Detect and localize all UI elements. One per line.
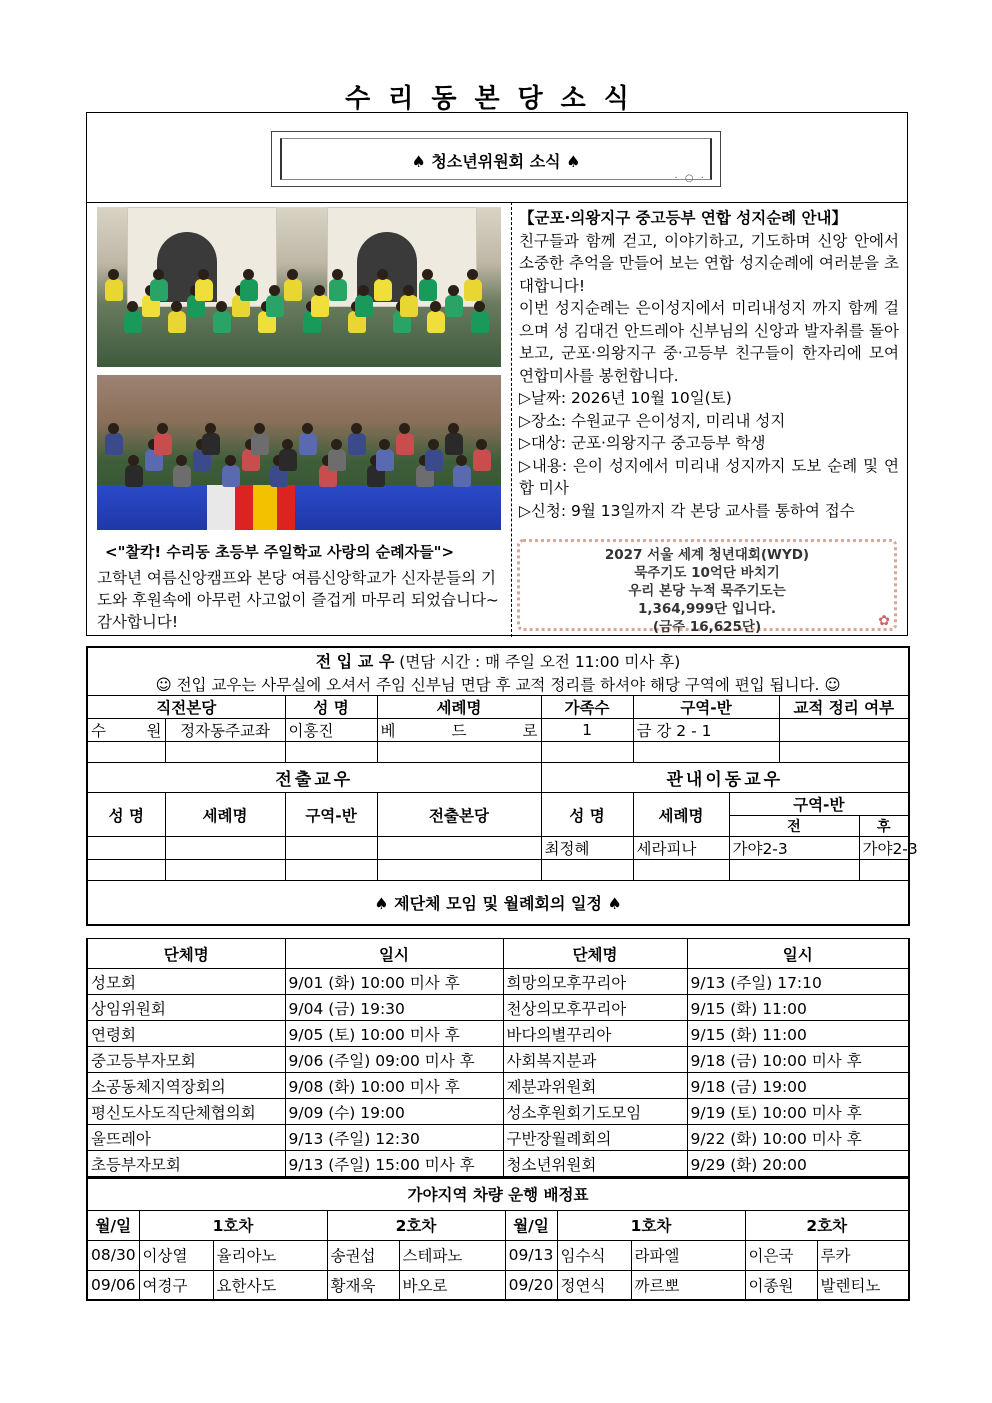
meeting-time: 9/15 (화) 11:00 [687, 1021, 909, 1047]
col-header: 세례명 [165, 793, 285, 837]
divider [511, 202, 512, 637]
table-row [87, 837, 909, 860]
col-header: 성 명 [285, 696, 377, 719]
driver-cell: 스테파노 [399, 1240, 505, 1270]
col-header: 1호차 [557, 1210, 745, 1240]
col-header: 성 명 [87, 793, 165, 837]
transfer-in-title: 전 입 교 우 [315, 652, 395, 671]
table-row [87, 860, 909, 881]
table-row [87, 1047, 909, 1073]
wyd-rosary-box [517, 539, 897, 635]
cell: 세라피나 [633, 837, 729, 860]
pilgrimage-item: ▷신청: 9월 13일까지 각 본당 교사를 통하여 접수 [519, 501, 855, 520]
wyd-line: 1,364,999단 입니다. [637, 601, 776, 617]
meeting-time: 9/29 (화) 20:00 [687, 1151, 909, 1177]
col-header: 구역-반 [633, 696, 779, 719]
meeting-time: 9/18 (금) 19:00 [687, 1073, 909, 1099]
pilgrimage-paragraph: 이번 성지순례는 은이성지에서 미리내성지 까지 함께 걸으며 성 김대건 안드레아 신부님의 신앙과 발자취를 돌아보고, 군포·의왕지구 중·고등부 친구들이 한자리에 모여 연합미사를 봉헌합니다. [519, 299, 899, 385]
group-name: 초등부자모회 [87, 1151, 285, 1177]
group-name: 성모회 [87, 969, 285, 995]
pilgrimage-notice [519, 207, 899, 522]
driver-cell: 요한사도 [213, 1270, 327, 1300]
col-header: 월/일 [505, 1210, 557, 1240]
driver-cell: 정연식 [557, 1270, 631, 1300]
pilgrimage-paragraph: 친구들과 함께 걷고, 이야기하고, 기도하며 신앙 안에서 소중한 추억을 만들어 보는 연합 성지순례에 여러분을 초대합니다! [519, 231, 899, 295]
table-row [87, 1073, 909, 1099]
col-header: 직전본당 [87, 696, 285, 719]
meeting-time: 9/19 (토) 10:00 미사 후 [687, 1099, 909, 1125]
meeting-time: 9/09 (수) 19:00 [285, 1099, 503, 1125]
meeting-time: 9/13 (주일) 15:00 미사 후 [285, 1151, 503, 1177]
page-title: 수리동본당소식 [345, 84, 647, 114]
pilgrimage-item: ▷날짜: 2026년 10월 10일(토) [519, 389, 732, 407]
table-row [87, 969, 909, 995]
col-header: 세례명 [633, 793, 729, 837]
divider [87, 202, 907, 203]
driver-cell: 라파엘 [631, 1240, 745, 1270]
group-name: 청소년위원회 [503, 1151, 687, 1177]
cell: 최정혜 [541, 837, 633, 860]
wyd-line: 묵주기도 10억단 바치기 [634, 565, 780, 581]
cell: 수 원 [87, 719, 165, 742]
driver-cell: 여경구 [139, 1270, 213, 1300]
meeting-time: 9/06 (주일) 09:00 미사 후 [285, 1047, 503, 1073]
date-cell: 09/13 [505, 1240, 557, 1270]
cell: 정자동주교좌 [165, 719, 285, 742]
banner-decoration: · ○ · [674, 173, 706, 184]
transfer-in-header [87, 647, 909, 673]
meeting-time: 9/18 (금) 10:00 미사 후 [687, 1047, 909, 1073]
meeting-time: 9/04 (금) 19:30 [285, 995, 503, 1021]
driver-cell: 이은국 [745, 1240, 817, 1270]
col-header: 단체명 [87, 939, 285, 969]
cell: 금 강 2 - 1 [633, 719, 779, 742]
group-name: 제분과위원회 [503, 1073, 687, 1099]
transfer-in-notice: ☺ 전입 교우는 사무실에 오셔서 주임 신부님 면담 후 교적 정리를 하셔야 해당 구역에 편입 됩니다. ☺ [87, 673, 909, 696]
driver-cell: 발렌티노 [817, 1270, 909, 1300]
group-photo-2 [97, 375, 501, 530]
table-row [87, 1125, 909, 1151]
pilgrimage-item: ▷장소: 수원교구 은이성지, 미리내 성지 [519, 411, 786, 430]
youth-banner-title: ♠ 청소년위원회 소식 ♠ [411, 152, 581, 171]
cell: 1 [541, 719, 633, 742]
col-header: 구역-반 [729, 793, 909, 816]
col-header: 일시 [285, 939, 503, 969]
pilgrimage-title: 【군포·의왕지구 중고등부 연합 성지순례 안내】 [519, 209, 847, 227]
vehicle-table [86, 1177, 910, 1301]
col-header: 전출본당 [377, 793, 541, 837]
pilgrimage-item: ▷대상: 군포·의왕지구 중고등부 학생 [519, 434, 766, 452]
group-name: 바다의별꾸리아 [503, 1021, 687, 1047]
group-name: 평신도사도직단체협의회 [87, 1099, 285, 1125]
driver-cell: 이상열 [139, 1240, 213, 1270]
meeting-time: 9/15 (화) 11:00 [687, 995, 909, 1021]
meeting-time: 9/13 (주일) 12:30 [285, 1125, 503, 1151]
driver-cell: 루카 [817, 1240, 909, 1270]
decoration-icon: ✿ [878, 613, 890, 629]
table-row [87, 719, 909, 742]
group-name: 울뜨레아 [87, 1125, 285, 1151]
driver-cell: 임수식 [557, 1240, 631, 1270]
col-header: 가족수 [541, 696, 633, 719]
col-header: 후 [859, 816, 909, 837]
group-name: 성소후원회기도모임 [503, 1099, 687, 1125]
col-header: 성 명 [541, 793, 633, 837]
driver-cell: 황재욱 [327, 1270, 399, 1300]
cell [779, 719, 909, 742]
transfer-in-note: (면담 시간 : 매 주일 오전 11:00 미사 후) [399, 653, 681, 671]
driver-cell: 이종원 [745, 1270, 817, 1300]
col-header: 월/일 [87, 1210, 139, 1240]
pilgrimage-item: ▷내용: 은이 성지에서 미리내 성지까지 도보 순례 및 연합 미사 [519, 456, 899, 497]
col-header: 교적 정리 여부 [779, 696, 909, 719]
schedule-title: ♠ 제단체 모임 및 월례회의 일정 ♠ [87, 881, 909, 925]
table-row [87, 1240, 909, 1270]
schedule-table [86, 938, 910, 1177]
meeting-time: 9/13 (주일) 17:10 [687, 969, 909, 995]
group-name: 소공동체지역장회의 [87, 1073, 285, 1099]
group-photo-1 [97, 207, 501, 367]
group-name: 희망의모후꾸리아 [503, 969, 687, 995]
group-name: 중고등부자모회 [87, 1047, 285, 1073]
photo-caption-body: 고학년 여름신앙캠프와 본당 여름신앙학교가 신자분들의 기도와 후원속에 아무런 사고없이 즐겁게 마무리 되었습니다~ 감사합니다! [97, 569, 499, 631]
wyd-line: 2027 서울 세계 청년대회(WYD) [604, 547, 810, 563]
table-row [87, 1021, 909, 1047]
col-header: 전 [729, 816, 859, 837]
wyd-line: (금주 16,625단) [652, 619, 762, 635]
date-cell: 08/30 [87, 1240, 139, 1270]
table-row [87, 742, 909, 763]
driver-cell: 송권섭 [327, 1240, 399, 1270]
col-header: 일시 [687, 939, 909, 969]
internal-move-title: 관내이동교우 [541, 763, 909, 793]
table-row [87, 1270, 909, 1300]
transfer-out-title: 전출교우 [87, 763, 541, 793]
parish-registry-table [86, 646, 918, 926]
driver-cell: 바오로 [399, 1270, 505, 1300]
youth-banner [271, 131, 721, 187]
vehicle-title: 가야지역 차량 운행 배정표 [87, 1178, 909, 1210]
youth-news-box [86, 112, 908, 636]
cell: 베 드 로 [377, 719, 541, 742]
group-name: 상임위원회 [87, 995, 285, 1021]
meeting-time: 9/22 (화) 10:00 미사 후 [687, 1125, 909, 1151]
group-name: 구반장월례회의 [503, 1125, 687, 1151]
date-cell: 09/20 [505, 1270, 557, 1300]
col-header: 세례명 [377, 696, 541, 719]
photo-caption-title: <"찰칵! 수리동 초등부 주일학교 사랑의 순례자들"> [105, 543, 455, 561]
group-name: 사회복지분과 [503, 1047, 687, 1073]
group-name: 천상의모후꾸리아 [503, 995, 687, 1021]
col-header: 구역-반 [285, 793, 377, 837]
cell: 가야2-3 [859, 837, 909, 860]
cell: 가야2-3 [729, 837, 859, 860]
meeting-time: 9/08 (화) 10:00 미사 후 [285, 1073, 503, 1099]
meeting-time: 9/05 (토) 10:00 미사 후 [285, 1021, 503, 1047]
col-header: 2호차 [745, 1210, 909, 1240]
driver-cell: 율리아노 [213, 1240, 327, 1270]
table-row [87, 995, 909, 1021]
table-row [87, 1099, 909, 1125]
wyd-line: 우리 본당 누적 묵주기도는 [628, 583, 786, 599]
driver-cell: 까르뽀 [631, 1270, 745, 1300]
meeting-time: 9/01 (화) 10:00 미사 후 [285, 969, 503, 995]
cell: 이홍진 [285, 719, 377, 742]
table-row [87, 1151, 909, 1177]
col-header: 단체명 [503, 939, 687, 969]
date-cell: 09/06 [87, 1270, 139, 1300]
col-header: 2호차 [327, 1210, 505, 1240]
group-name: 연령회 [87, 1021, 285, 1047]
col-header: 1호차 [139, 1210, 327, 1240]
